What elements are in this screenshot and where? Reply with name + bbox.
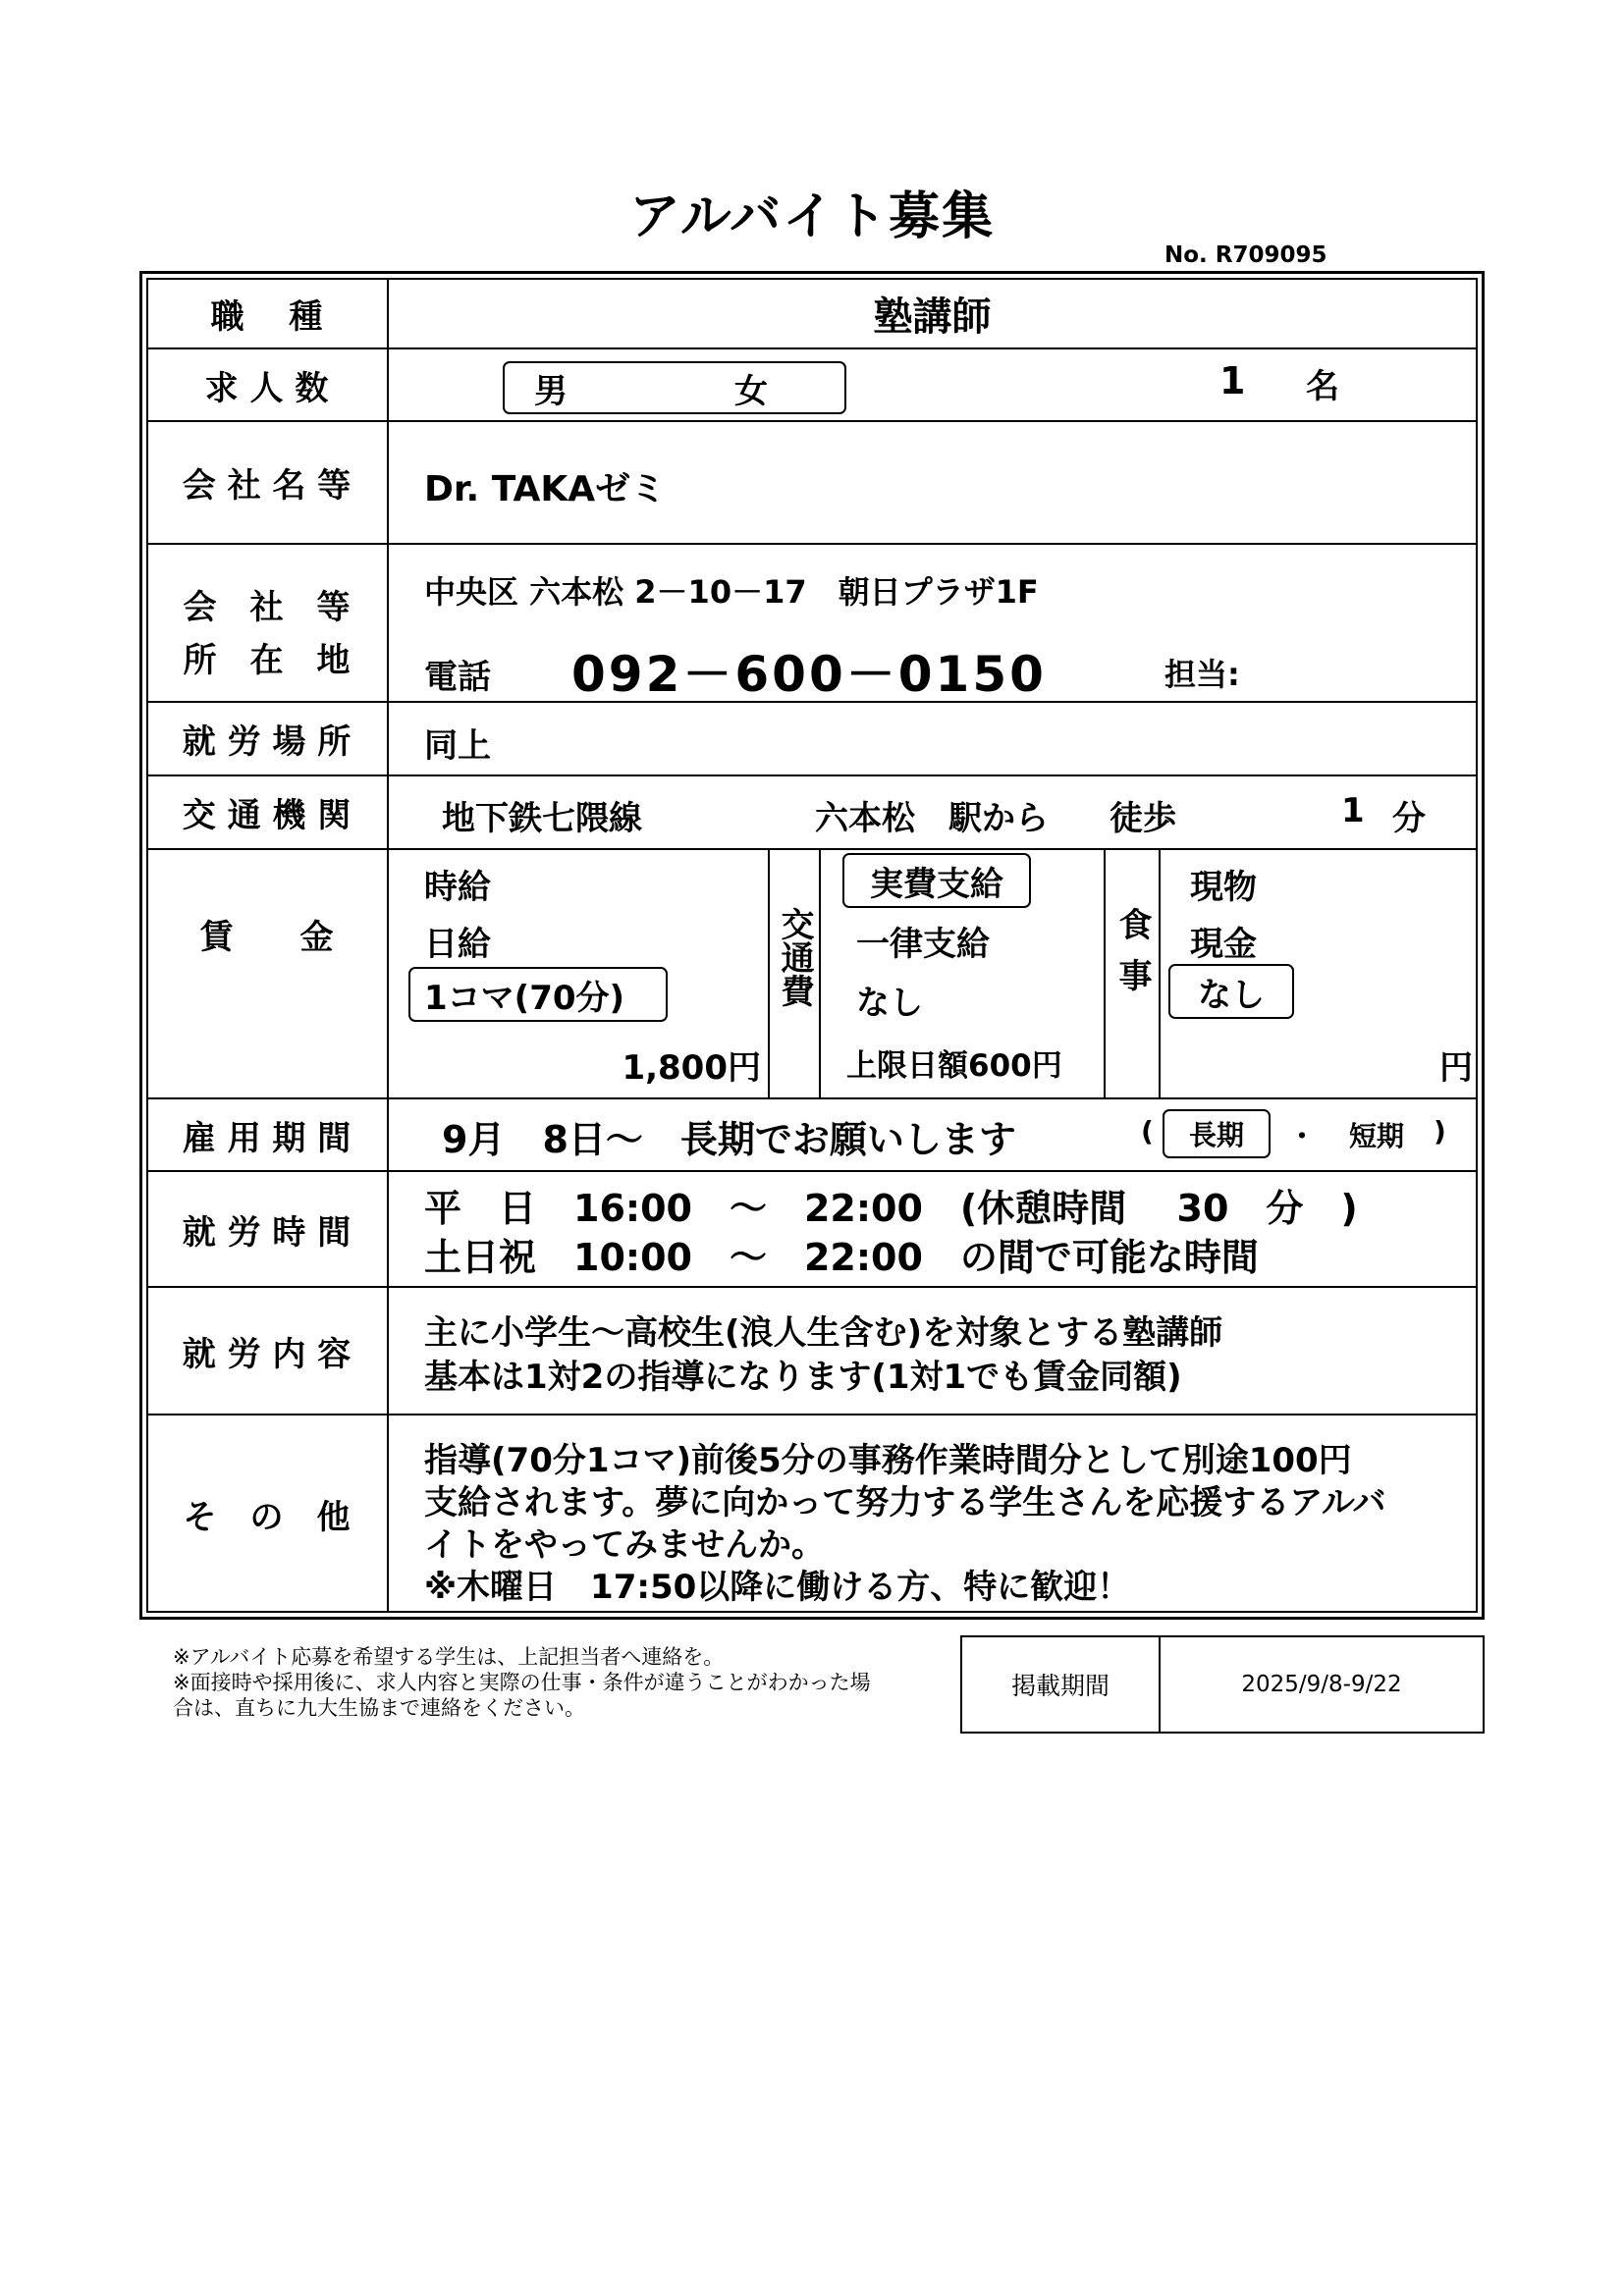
address-label-line1: 会 社 等: [183, 588, 351, 627]
openings-label: 求 人 数: [204, 368, 329, 408]
commute-label-text: 交通費: [775, 907, 814, 1007]
other-line1: 指導(70分1コマ)前後5分の事務作業時間分として別途100円: [424, 1441, 1352, 1480]
hours-weekend: 土日祝 10:00 ～ 22:00 の間で可能な時間: [424, 1236, 1259, 1279]
period-paren-open: (: [1141, 1115, 1154, 1148]
workplace-label: 就 労 場 所: [182, 722, 352, 762]
hours-label: 就 労 時 間: [182, 1212, 352, 1253]
transport-minutes-unit: 分: [1392, 799, 1426, 838]
commute-limit: 上限日額600円: [846, 1048, 1062, 1084]
wage-divider: [819, 848, 821, 1097]
hours-weekday: 平 日 16:00 ～ 22:00 (休憩時間 30 分 ): [424, 1187, 1358, 1230]
row-divider: [146, 543, 1478, 545]
commute-label: [770, 907, 819, 1007]
transport-label: 交 通 機 関: [182, 796, 352, 835]
address-label: [146, 567, 387, 701]
wage-per-unit-box: 1コマ(70分): [408, 967, 668, 1022]
meal-label: [1106, 907, 1159, 1009]
address-label-line2: 所 在 地: [183, 641, 351, 680]
content-line2: 基本は1対2の指導になります(1対1でも賃金同額): [424, 1358, 1182, 1397]
period-value: 9月 8日～ 長期でお願いします: [442, 1118, 1016, 1161]
job-type-value: 塾講師: [873, 294, 992, 340]
period-short: 短期: [1349, 1120, 1405, 1152]
period-label: 雇 用 期 間: [182, 1118, 352, 1158]
openings-unit: 名: [1306, 367, 1339, 406]
wage-divider: [1159, 848, 1161, 1097]
commute-actual-box: 実費支給: [842, 853, 1031, 908]
meal-none-box: なし: [1168, 964, 1294, 1019]
commute-flat: 一律支給: [856, 925, 990, 964]
label-column-divider: [387, 278, 389, 1613]
footer-note-3: 合は、直ちに九大生協まで連絡をください。: [173, 1696, 585, 1720]
address-value: 中央区 六本松 2－10－17 朝日プラザ1F: [424, 573, 1039, 611]
company-name: Dr. TAKAゼミ: [424, 469, 667, 509]
other-line2: 支給されます。夢に向かって努力する学生さんを応援するアルバ: [424, 1483, 1386, 1522]
other-line3: イトをやってみませんか。: [424, 1525, 825, 1565]
publish-period-label: 掲載期間: [1010, 1672, 1110, 1700]
meal-label-text: 食事: [1112, 907, 1152, 1009]
footer-note-1: ※アルバイト応募を希望する学生は、上記担当者へ連絡を。: [173, 1645, 725, 1669]
company-label: 会 社 名 等: [182, 466, 352, 506]
period-long-box: 長期: [1163, 1109, 1271, 1158]
period-dot: ・: [1288, 1120, 1317, 1152]
transport-walk: 徒歩: [1110, 799, 1176, 838]
content-label: 就 労 内 容: [182, 1334, 352, 1374]
gender-box: 男 女: [503, 361, 846, 414]
page-title: アルバイト募集: [628, 187, 996, 246]
content-line1: 主に小学生～高校生(浪人生含む)を対象とする塾講師: [424, 1313, 1223, 1353]
publish-period-value: 2025/9/8-9/22: [1241, 1672, 1402, 1697]
wage-daily: 日給: [424, 925, 491, 964]
document-number: No. R709095: [1164, 242, 1327, 268]
commute-none: なし: [856, 984, 923, 1023]
transport-minutes: 1: [1341, 791, 1365, 830]
wage-label: 賃 金: [199, 917, 334, 957]
job-type-label: 職 種: [210, 297, 323, 337]
transport-line: 地下鉄七隈線: [442, 799, 642, 838]
contact-label: 担当:: [1164, 656, 1240, 693]
wage-amount: 1,800円: [622, 1048, 761, 1088]
period-paren-close: ): [1434, 1115, 1446, 1148]
tel-number: 092－600－0150: [571, 646, 1047, 703]
meal-yen: 円: [1439, 1048, 1473, 1088]
tel-label: 電話: [424, 658, 491, 697]
workplace-value: 同上: [424, 726, 491, 766]
openings-count: 1: [1219, 359, 1246, 402]
wage-hourly: 時給: [424, 868, 491, 907]
meal-cash: 現金: [1190, 925, 1257, 964]
transport-station: 六本松 駅から: [815, 799, 1049, 838]
footer-note-2: ※面接時や採用後に、求人内容と実際の仕事・条件が違うことがわかった場: [173, 1671, 871, 1694]
other-label: そ の 他: [183, 1498, 351, 1537]
meal-kind: 現物: [1190, 868, 1257, 907]
other-line4: ※木曜日 17:50以降に働ける方、特に歓迎！: [424, 1568, 1131, 1607]
